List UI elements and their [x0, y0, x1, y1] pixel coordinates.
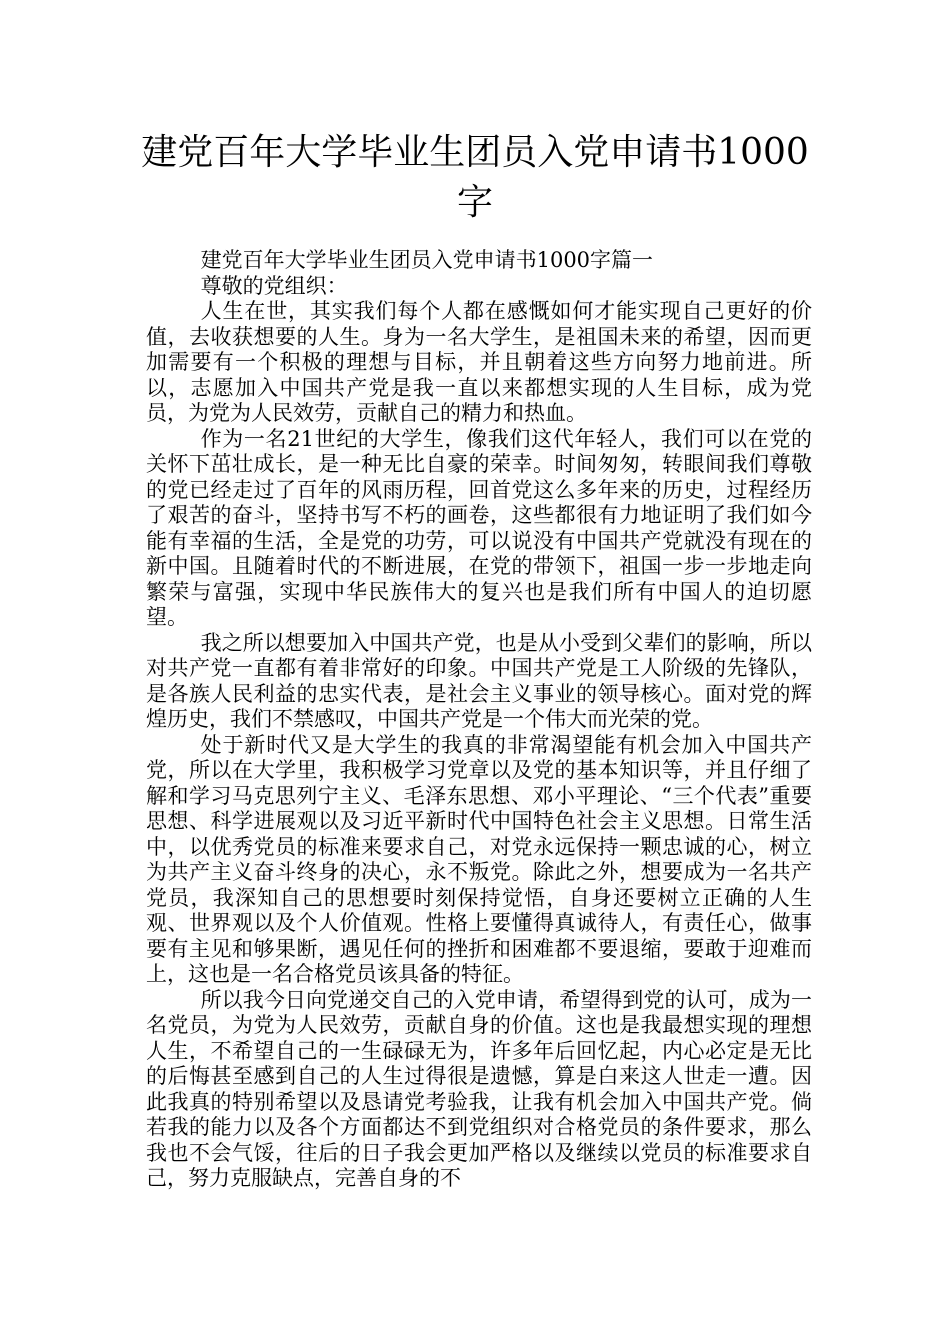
document-body: [146, 248, 812, 1192]
document-title: 建党百年大学毕业生团员入党申请书1000字: [141, 132, 809, 223]
paragraph-3: 我之所以想要加入中国共产党，也是从小受到父辈们的影响，所以对共产党一直都有着非常好的印象。中国共产党是工人阶级的先锋队，是各族人民利益的忠实代表，是社会主义事业的领导核心。面对党的辉煌历史，我们不禁感叹，中国共产党是一个伟大而光荣的党。: [146, 630, 812, 731]
paragraph-2: 作为一名21世纪的大学生，像我们这代年轻人，我们可以在党的关怀下茁壮成长，是一种无比自豪的荣幸。时间匆匆，转眼间我们尊敬的党已经走过了百年的风雨历程，回首党这么多年来的历史，过程经历了艰苦的奋斗，坚持书写不朽的画卷，这些都很有力地证明了我们如今能有幸福的生活，全是党的功劳，可以说没有中国共产党就没有现在的新中国。且随着时代的不断进展，在党的带领下，祖国一步一步地走向繁荣与富强，实现中华民族伟大的复兴也是我们所有中国人的迫切愿望。: [146, 426, 812, 629]
section-heading: 建党百年大学毕业生团员入党申请书1000字篇一: [200, 248, 654, 272]
paragraph-1: 人生在世，其实我们每个人都在感慨如何才能实现自己更好的价值，去收获想要的人生。身为一名大学生，是祖国未来的希望，因而更加需要有一个积极的理想与目标，并且朝着这些方向努力地前进。所以，志愿加入中国共产党是我一直以来都想实现的人生目标，成为党员，为党为人民效劳，贡献自己的精力和热血。: [146, 299, 812, 425]
salutation: 尊敬的党组织：: [200, 273, 348, 298]
paragraph-5: 所以我今日向党递交自己的入党申请，希望得到党的认可，成为一名党员，为党为人民效劳，贡献自身的价值。这也是我最想实现的理想人生，不希望自己的一生碌碌无为，许多年后回忆起，内心必定是无比的后悔甚至感到自己的人生过得很是遗憾，算是白来这人世走一遭。因此我真的特别希望以及恳请党考验我，让我有机会加入中国共产党。倘若我的能力以及各个方面都达不到党组织对合格党员的条件要求，那么我也不会气馁，往后的日子我会更加严格以及继续以党员的标准要求自己，努力克服缺点，完善自身的不: [146, 987, 812, 1190]
paragraph-4: 处于新时代又是大学生的我真的非常渴望能有机会加入中国共产党，所以在大学里，我积极学习党章以及党的基本知识等，并且仔细了解和学习马克思列宁主义、毛泽东思想、邓小平理论、“三个代表”重要思想、科学进展观以及习近平新时代中国特色社会主义思想。日常生活中，以优秀党员的标准来要求自己，对党永远保持一颗忠诚的心，树立为共产主义奋斗终身的决心，永不叛党。除此之外，想要成为一名共产党员，我深知自己的思想要时刻保持觉悟，自身还要树立正确的人生观、世界观以及个人价值观。性格上要懂得真诚待人，有责任心，做事要有主见和够果断，遇见任何的挫折和困难都不要退缩，要敢于迎难而上，这也是一名合格党员该具备的特征。: [146, 732, 812, 986]
